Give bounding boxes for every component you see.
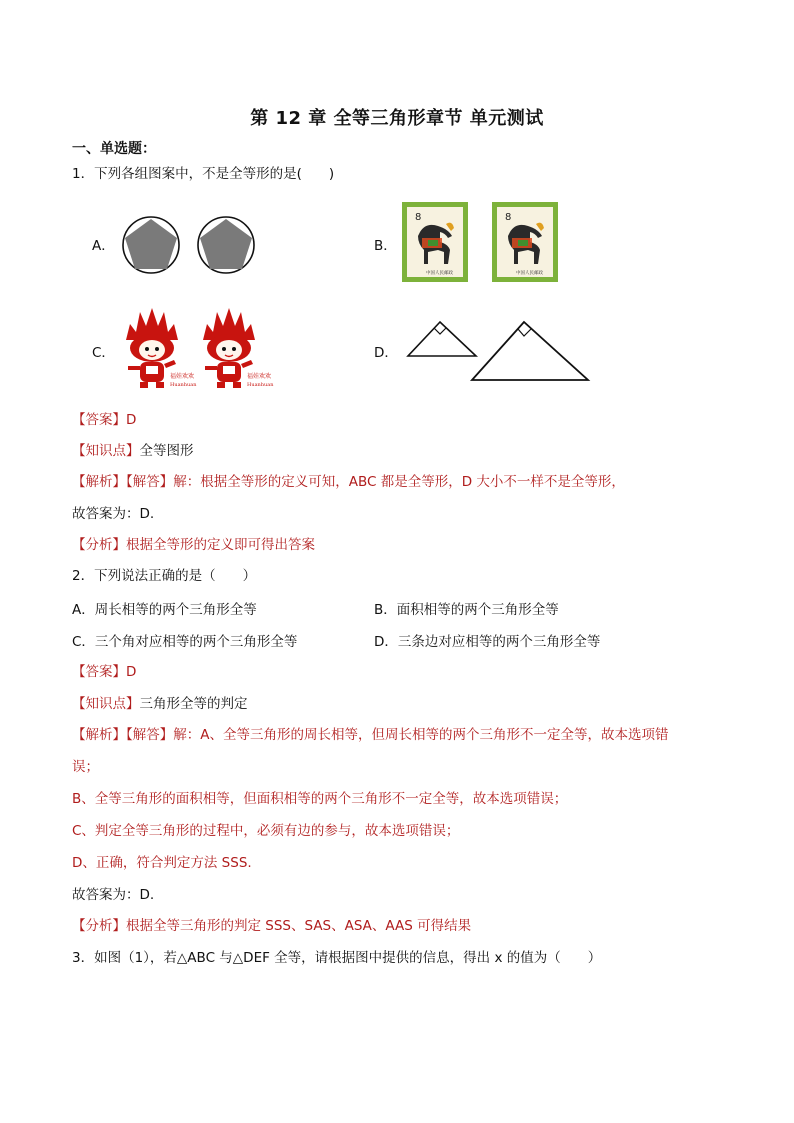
q2-fenxi-line: [72, 916, 471, 936]
q2-conclusion: 故答案为：D.: [72, 887, 155, 903]
q1-option-c-figure: [118, 306, 288, 392]
question-2-stem: 2．下列说法正确的是（ ）: [72, 568, 257, 584]
question-1-stem: 1．下列各组图案中，不是全等形的是( ): [72, 166, 335, 182]
pentagon-in-circle-right: [198, 217, 254, 273]
fenxi-tag: 【分析】: [72, 537, 126, 553]
mascot-caption-left: 福娃欢欢: [170, 373, 195, 380]
q1-option-a-label: A．: [92, 238, 115, 254]
q2-option-c: C．三个角对应相等的两个三角形全等: [72, 634, 298, 650]
q1-option-d-figure: [400, 318, 595, 384]
q2-knowledge: 三角形全等的判定: [139, 696, 248, 712]
pentagon-in-circle-left: [123, 217, 179, 273]
horse-stamp-right: [492, 202, 558, 282]
q1-option-a-figure: [118, 214, 278, 276]
q2-answer: D: [126, 664, 137, 680]
knowledge-tag: 【知识点】: [72, 443, 140, 459]
q1-fenxi-line: [72, 535, 315, 555]
question-3-stem: 3．如图（1），若△ABC 与△DEF 全等，请根据图中提供的信息，得出 x 的值为（ ）: [72, 950, 602, 966]
q1-option-b-label: B．: [374, 238, 397, 254]
mascot-left: [126, 308, 197, 388]
mascot-pinyin-right: Huanhuan: [247, 382, 274, 388]
q2-analysis-4: C、判定全等三角形的过程中，必须有边的参与，故本选项错误；: [72, 823, 460, 839]
stamp-text-right: 中国人民邮政: [516, 271, 543, 276]
large-right-triangle: [472, 322, 588, 380]
q1-knowledge-line: [72, 441, 194, 461]
q1-analysis-line: [72, 472, 625, 492]
q1-answer: D: [126, 412, 137, 428]
q1-option-d-label: D．: [374, 345, 398, 361]
section-heading: 一、单选题：: [72, 141, 156, 157]
q1-option-c-label: C．: [92, 345, 115, 361]
stamp-text-left: 中国人民邮政: [426, 271, 453, 276]
q2-option-d: D．三条边对应相等的两个三角形全等: [374, 634, 601, 650]
q1-fenxi: 根据全等形的定义即可得出答案: [126, 537, 315, 553]
q1-knowledge: 全等图形: [139, 443, 194, 459]
answer-tag: 【答案】: [72, 412, 126, 428]
q2-analysis-2: 误；: [72, 759, 99, 775]
analysis-tag: 【解析】【解答】: [72, 727, 174, 743]
answer-tag: 【答案】: [72, 664, 126, 680]
q2-option-a: A．周长相等的两个三角形全等: [72, 602, 257, 618]
q1-conclusion: 故答案为：D.: [72, 506, 155, 522]
knowledge-tag: 【知识点】: [72, 696, 140, 712]
q2-analysis-1: 解：A、全等三角形的周长相等，但周长相等的两个三角形不一定全等，故本选项错: [173, 727, 669, 743]
q1-answer-line: [72, 410, 136, 430]
mascot-right: [203, 308, 274, 388]
q2-option-b: B．面积相等的两个三角形全等: [374, 602, 559, 618]
analysis-tag: 【解析】【解答】: [72, 474, 174, 490]
stamp-value-right: 8: [505, 212, 512, 223]
small-right-triangle: [408, 322, 476, 356]
q2-analysis-line: [72, 725, 668, 745]
q2-analysis-5: D、正确，符合判定方法 SSS.: [72, 855, 252, 871]
stamp-value-left: 8: [415, 212, 422, 223]
mascot-caption-right: 福娃欢欢: [247, 373, 272, 380]
q2-analysis-3: B、全等三角形的面积相等，但面积相等的两个三角形不一定全等，故本选项错误；: [72, 791, 568, 807]
q2-answer-line: [72, 662, 136, 682]
mascot-pinyin-left: Huanhuan: [170, 382, 197, 388]
q1-analysis: 解：根据全等形的定义可知，ABC 都是全等形，D 大小不一样不是全等形，: [173, 474, 625, 490]
q2-fenxi: 根据全等三角形的判定 SSS、SAS、ASA、AAS 可得结果: [126, 918, 472, 934]
fenxi-tag: 【分析】: [72, 918, 126, 934]
horse-stamp-left: [402, 202, 468, 282]
q2-knowledge-line: [72, 694, 248, 714]
page-title: 第 12 章 全等三角形章节 单元测试: [250, 108, 544, 129]
q1-option-b-figure: [402, 202, 562, 284]
